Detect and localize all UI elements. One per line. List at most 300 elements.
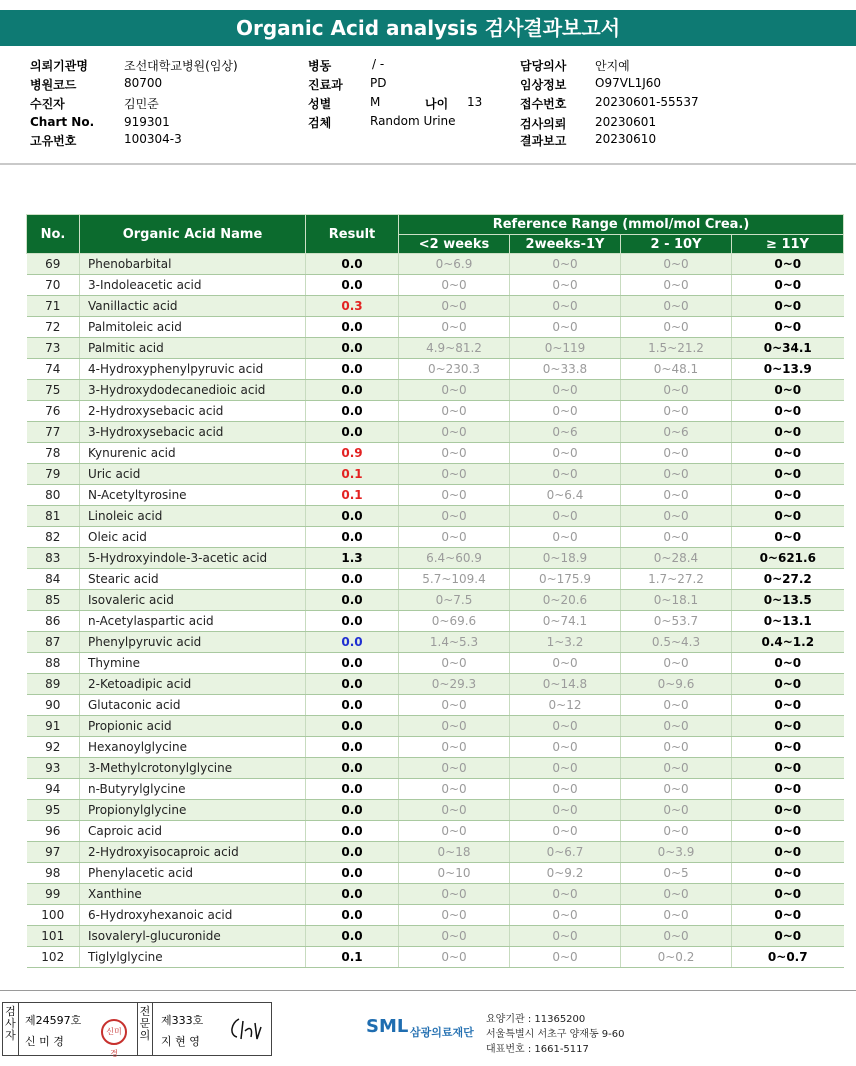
row-no: 87 <box>27 632 80 653</box>
row-ref-2w-1y: 1~3.2 <box>510 632 621 653</box>
row-ref-2w-1y: 0~0 <box>510 905 621 926</box>
row-result: 0.0 <box>306 884 399 905</box>
row-ref-ge11y: 0~13.5 <box>732 590 844 611</box>
row-ref-ge11y: 0~0 <box>732 884 844 905</box>
row-ref-2w-1y: 0~0 <box>510 737 621 758</box>
row-no: 80 <box>27 485 80 506</box>
row-ref-2-10y: 0~0 <box>621 695 732 716</box>
row-no: 79 <box>27 464 80 485</box>
age-value: 13 <box>467 95 483 109</box>
row-ref-2w-1y: 0~0 <box>510 527 621 548</box>
row-name: 2-Hydroxyisocaproic acid <box>80 842 306 863</box>
row-name: 2-Ketoadipic acid <box>80 674 306 695</box>
row-name: Uric acid <box>80 464 306 485</box>
row-no: 76 <box>27 401 80 422</box>
row-no: 95 <box>27 800 80 821</box>
table-row <box>27 296 844 317</box>
row-ref-2w-1y: 0~12 <box>510 695 621 716</box>
specialist-name: 지 현 영 <box>161 1035 200 1048</box>
row-result: 0.0 <box>306 779 399 800</box>
doctor-value: 안지예 <box>595 59 630 73</box>
department-value: PD <box>370 76 387 90</box>
row-ref-ge11y: 0~0 <box>732 905 844 926</box>
institution-value: 조선대학교병원(임상) <box>124 59 238 73</box>
row-result: 0.0 <box>306 821 399 842</box>
row-ref-ge11y: 0~0 <box>732 653 844 674</box>
row-no: 97 <box>27 842 80 863</box>
row-ref-lt2w: 0~0 <box>399 653 510 674</box>
recipient-label: 수진자 <box>30 97 65 111</box>
row-no: 77 <box>27 422 80 443</box>
row-ref-2-10y: 0~0 <box>621 485 732 506</box>
row-result: 0.1 <box>306 485 399 506</box>
row-name: Glutaconic acid <box>80 695 306 716</box>
company-name: 삼광의료재단 <box>410 1026 474 1039</box>
row-result: 0.0 <box>306 716 399 737</box>
row-ref-lt2w: 0~0 <box>399 737 510 758</box>
row-no: 85 <box>27 590 80 611</box>
test-request-label: 검사의뢰 <box>520 117 567 131</box>
row-ref-lt2w: 0~0 <box>399 401 510 422</box>
table-row <box>27 359 844 380</box>
sex-value: M <box>370 95 381 109</box>
row-ref-ge11y: 0~0 <box>732 275 844 296</box>
row-ref-2w-1y: 0~0 <box>510 821 621 842</box>
table-row <box>27 947 844 968</box>
row-ref-2-10y: 0~0 <box>621 506 732 527</box>
row-result: 0.9 <box>306 443 399 464</box>
row-ref-lt2w: 4.9~81.2 <box>399 338 510 359</box>
row-no: 75 <box>27 380 80 401</box>
row-ref-lt2w: 6.4~60.9 <box>399 548 510 569</box>
row-result: 0.0 <box>306 359 399 380</box>
row-ref-2-10y: 0~0 <box>621 737 732 758</box>
row-ref-2-10y: 0~53.7 <box>621 611 732 632</box>
row-no: 93 <box>27 758 80 779</box>
row-ref-ge11y: 0~0 <box>732 443 844 464</box>
row-result: 0.0 <box>306 590 399 611</box>
row-no: 82 <box>27 527 80 548</box>
row-no: 69 <box>27 254 80 275</box>
row-result: 0.0 <box>306 863 399 884</box>
table-row <box>27 653 844 674</box>
row-ref-2w-1y: 0~6.4 <box>510 485 621 506</box>
sex-label: 성별 <box>308 97 332 111</box>
table-row <box>27 905 844 926</box>
row-ref-2w-1y: 0~0 <box>510 779 621 800</box>
row-result: 0.0 <box>306 905 399 926</box>
age-label: 나이 <box>425 97 449 111</box>
reception-no-value: 20230601-55537 <box>595 95 699 109</box>
result-report-value: 20230610 <box>595 132 657 146</box>
row-ref-ge11y: 0~0 <box>732 254 844 275</box>
row-name: 5-Hydroxyindole-3-acetic acid <box>80 548 306 569</box>
row-ref-ge11y: 0~0 <box>732 779 844 800</box>
row-no: 74 <box>27 359 80 380</box>
table-row <box>27 863 844 884</box>
row-ref-ge11y: 0~0 <box>732 863 844 884</box>
specialist-signature <box>227 1015 263 1043</box>
row-no: 94 <box>27 779 80 800</box>
row-ref-ge11y: 0~0 <box>732 296 844 317</box>
row-ref-2-10y: 0~0 <box>621 527 732 548</box>
row-ref-ge11y: 0~0 <box>732 695 844 716</box>
row-name: Propionylglycine <box>80 800 306 821</box>
row-result: 0.0 <box>306 926 399 947</box>
specimen-label: 검체 <box>308 116 332 130</box>
row-ref-2-10y: 0~0 <box>621 443 732 464</box>
row-no: 70 <box>27 275 80 296</box>
row-result: 0.1 <box>306 464 399 485</box>
row-name: Phenylpyruvic acid <box>80 632 306 653</box>
row-ref-2w-1y: 0~0 <box>510 947 621 968</box>
row-name: Isovaleric acid <box>80 590 306 611</box>
row-ref-2-10y: 0~18.1 <box>621 590 732 611</box>
row-name: Xanthine <box>80 884 306 905</box>
row-ref-2w-1y: 0~0 <box>510 275 621 296</box>
row-no: 88 <box>27 653 80 674</box>
address: 서울특별시 서초구 양재동 9-60 <box>486 1029 625 1040</box>
row-result: 0.0 <box>306 758 399 779</box>
table-row <box>27 464 844 485</box>
row-ref-2w-1y: 0~0 <box>510 653 621 674</box>
row-ref-ge11y: 0~0 <box>732 821 844 842</box>
row-ref-ge11y: 0.4~1.2 <box>732 632 844 653</box>
row-name: 2-Hydroxysebacic acid <box>80 401 306 422</box>
row-ref-2-10y: 0~0 <box>621 254 732 275</box>
row-result: 0.0 <box>306 527 399 548</box>
row-result: 0.0 <box>306 254 399 275</box>
row-ref-lt2w: 0~69.6 <box>399 611 510 632</box>
examiner-name: 신 미 경 <box>25 1035 64 1048</box>
table-row <box>27 884 844 905</box>
row-name: 6-Hydroxyhexanoic acid <box>80 905 306 926</box>
row-ref-2-10y: 0~0 <box>621 884 732 905</box>
recipient-value: 김민준 <box>124 97 159 111</box>
header-age-2w-1y: 2weeks-1Y <box>510 235 621 254</box>
row-ref-2-10y: 0~5 <box>621 863 732 884</box>
row-ref-lt2w: 0~230.3 <box>399 359 510 380</box>
hospital-code-value: 80700 <box>124 76 163 90</box>
row-result: 0.0 <box>306 800 399 821</box>
row-result: 0.0 <box>306 275 399 296</box>
row-ref-lt2w: 0~7.5 <box>399 590 510 611</box>
header-age-2-10y: 2 - 10Y <box>621 235 732 254</box>
table-row <box>27 506 844 527</box>
examiner-stamp: 신미경 <box>101 1019 127 1045</box>
row-ref-2w-1y: 0~0 <box>510 317 621 338</box>
unique-no-value: 100304-3 <box>124 132 182 146</box>
row-ref-lt2w: 0~18 <box>399 842 510 863</box>
row-result: 0.0 <box>306 338 399 359</box>
row-no: 84 <box>27 569 80 590</box>
row-name: 3-Indoleacetic acid <box>80 275 306 296</box>
ward-value: / - <box>372 57 385 71</box>
row-no: 100 <box>27 905 80 926</box>
row-ref-lt2w: 0~6.9 <box>399 254 510 275</box>
table-row <box>27 569 844 590</box>
row-ref-ge11y: 0~0 <box>732 737 844 758</box>
header-age-lt2w: <2 weeks <box>399 235 510 254</box>
table-row <box>27 800 844 821</box>
row-ref-lt2w: 0~0 <box>399 422 510 443</box>
row-ref-2-10y: 0~0 <box>621 821 732 842</box>
results-table <box>26 214 844 968</box>
row-result: 0.0 <box>306 737 399 758</box>
row-ref-2w-1y: 0~0 <box>510 464 621 485</box>
row-name: Tiglylglycine <box>80 947 306 968</box>
row-ref-2-10y: 0.5~4.3 <box>621 632 732 653</box>
row-ref-2w-1y: 0~0 <box>510 884 621 905</box>
chart-no-label: Chart No. <box>30 115 95 129</box>
row-ref-2-10y: 1.5~21.2 <box>621 338 732 359</box>
specimen-value: Random Urine <box>370 114 456 128</box>
row-ref-2w-1y: 0~0 <box>510 716 621 737</box>
row-result: 0.3 <box>306 296 399 317</box>
table-row <box>27 401 844 422</box>
row-ref-2-10y: 0~9.6 <box>621 674 732 695</box>
row-name: Linoleic acid <box>80 506 306 527</box>
institution-label: 의뢰기관명 <box>30 59 88 73</box>
row-ref-lt2w: 0~0 <box>399 716 510 737</box>
row-name: 4-Hydroxyphenylpyruvic acid <box>80 359 306 380</box>
row-ref-lt2w: 0~0 <box>399 275 510 296</box>
row-name: Kynurenic acid <box>80 443 306 464</box>
row-ref-lt2w: 0~0 <box>399 905 510 926</box>
header-reference-range: Reference Range (mmol/mol Crea.) <box>399 215 844 235</box>
row-name: 3-Methylcrotonylglycine <box>80 758 306 779</box>
row-ref-2w-1y: 0~175.9 <box>510 569 621 590</box>
examiner-label: 검사자 <box>3 1003 19 1055</box>
row-ref-2w-1y: 0~9.2 <box>510 863 621 884</box>
header-no: No. <box>27 215 80 254</box>
row-name: n-Butyrylglycine <box>80 779 306 800</box>
specialist-no: 제333호 <box>161 1014 204 1027</box>
row-ref-ge11y: 0~0 <box>732 716 844 737</box>
row-name: Vanillactic acid <box>80 296 306 317</box>
row-no: 96 <box>27 821 80 842</box>
row-no: 102 <box>27 947 80 968</box>
result-report-label: 결과보고 <box>520 134 567 148</box>
row-result: 0.0 <box>306 380 399 401</box>
row-ref-2w-1y: 0~0 <box>510 296 621 317</box>
row-ref-lt2w: 0~0 <box>399 443 510 464</box>
row-ref-ge11y: 0~0 <box>732 842 844 863</box>
institution-no: 요양기관 : 11365200 <box>486 1014 586 1025</box>
row-ref-lt2w: 0~0 <box>399 800 510 821</box>
row-ref-ge11y: 0~0 <box>732 422 844 443</box>
row-no: 90 <box>27 695 80 716</box>
row-result: 0.0 <box>306 674 399 695</box>
row-ref-2w-1y: 0~0 <box>510 926 621 947</box>
row-name: 3-Hydroxysebacic acid <box>80 422 306 443</box>
row-result: 0.0 <box>306 506 399 527</box>
row-ref-ge11y: 0~0 <box>732 401 844 422</box>
results-body <box>27 254 844 968</box>
row-no: 78 <box>27 443 80 464</box>
row-result: 0.0 <box>306 653 399 674</box>
row-ref-2w-1y: 0~6 <box>510 422 621 443</box>
row-name: Isovaleryl-glucuronide <box>80 926 306 947</box>
table-row <box>27 674 844 695</box>
phone: 대표번호 : 1661-5117 <box>486 1044 589 1055</box>
row-ref-2-10y: 0~0 <box>621 275 732 296</box>
row-ref-lt2w: 0~0 <box>399 506 510 527</box>
row-name: n-Acetylaspartic acid <box>80 611 306 632</box>
table-row <box>27 842 844 863</box>
table-row <box>27 338 844 359</box>
row-ref-ge11y: 0~621.6 <box>732 548 844 569</box>
row-name: Phenobarbital <box>80 254 306 275</box>
row-ref-2w-1y: 0~119 <box>510 338 621 359</box>
row-name: Thymine <box>80 653 306 674</box>
row-no: 98 <box>27 863 80 884</box>
row-ref-2-10y: 0~0 <box>621 800 732 821</box>
row-result: 0.0 <box>306 569 399 590</box>
table-row <box>27 758 844 779</box>
row-ref-ge11y: 0~27.2 <box>732 569 844 590</box>
examiner-no: 제24597호 <box>25 1014 82 1027</box>
department-label: 진료과 <box>308 78 343 92</box>
row-ref-ge11y: 0~13.9 <box>732 359 844 380</box>
row-result: 0.1 <box>306 947 399 968</box>
row-result: 0.0 <box>306 695 399 716</box>
clinical-info-label: 임상정보 <box>520 78 567 92</box>
table-row <box>27 737 844 758</box>
row-ref-ge11y: 0~0 <box>732 485 844 506</box>
row-ref-2w-1y: 0~18.9 <box>510 548 621 569</box>
doctor-label: 담당의사 <box>520 59 567 73</box>
signature-box <box>2 1002 272 1056</box>
header-name: Organic Acid Name <box>80 215 306 254</box>
row-ref-2-10y: 0~0 <box>621 464 732 485</box>
row-no: 83 <box>27 548 80 569</box>
row-ref-lt2w: 0~0 <box>399 821 510 842</box>
row-no: 72 <box>27 317 80 338</box>
row-ref-2-10y: 0~3.9 <box>621 842 732 863</box>
row-result: 0.0 <box>306 632 399 653</box>
row-ref-ge11y: 0~0.7 <box>732 947 844 968</box>
hospital-code-label: 병원코드 <box>30 78 77 92</box>
row-ref-2w-1y: 0~74.1 <box>510 611 621 632</box>
table-row <box>27 548 844 569</box>
footer-divider <box>0 990 856 991</box>
row-ref-2-10y: 0~0 <box>621 758 732 779</box>
row-ref-2-10y: 1.7~27.2 <box>621 569 732 590</box>
row-name: Caproic acid <box>80 821 306 842</box>
table-row <box>27 695 844 716</box>
table-row <box>27 422 844 443</box>
row-ref-lt2w: 0~0 <box>399 464 510 485</box>
row-ref-ge11y: 0~0 <box>732 758 844 779</box>
row-ref-ge11y: 0~13.1 <box>732 611 844 632</box>
row-no: 99 <box>27 884 80 905</box>
row-ref-2w-1y: 0~0 <box>510 380 621 401</box>
row-ref-2w-1y: 0~0 <box>510 758 621 779</box>
row-name: 3-Hydroxydodecanedioic acid <box>80 380 306 401</box>
row-name: Stearic acid <box>80 569 306 590</box>
reception-no-label: 접수번호 <box>520 97 567 111</box>
table-row <box>27 275 844 296</box>
row-ref-lt2w: 0~0 <box>399 884 510 905</box>
row-ref-2w-1y: 0~33.8 <box>510 359 621 380</box>
row-name: Hexanoylglycine <box>80 737 306 758</box>
row-result: 0.0 <box>306 401 399 422</box>
table-row <box>27 716 844 737</box>
row-ref-lt2w: 0~0 <box>399 695 510 716</box>
row-result: 0.0 <box>306 422 399 443</box>
table-row <box>27 317 844 338</box>
row-no: 91 <box>27 716 80 737</box>
row-result: 0.0 <box>306 611 399 632</box>
specialist-label: 전문의 <box>137 1003 153 1055</box>
table-row <box>27 485 844 506</box>
row-ref-2-10y: 0~0 <box>621 296 732 317</box>
row-ref-2-10y: 0~0 <box>621 905 732 926</box>
row-ref-lt2w: 0~0 <box>399 758 510 779</box>
clinical-info-value: O97VL1J60 <box>595 76 662 90</box>
row-ref-2-10y: 0~0 <box>621 653 732 674</box>
row-name: Propionic acid <box>80 716 306 737</box>
row-ref-2-10y: 0~0 <box>621 779 732 800</box>
row-ref-2-10y: 0~0 <box>621 317 732 338</box>
row-name: Phenylacetic acid <box>80 863 306 884</box>
row-ref-2w-1y: 0~0 <box>510 443 621 464</box>
row-result: 1.3 <box>306 548 399 569</box>
row-ref-lt2w: 0~0 <box>399 926 510 947</box>
row-name: Palmitic acid <box>80 338 306 359</box>
unique-no-label: 고유번호 <box>30 134 77 148</box>
row-ref-2w-1y: 0~14.8 <box>510 674 621 695</box>
divider <box>0 163 856 165</box>
row-ref-lt2w: 0~0 <box>399 527 510 548</box>
row-ref-lt2w: 0~0 <box>399 317 510 338</box>
row-ref-lt2w: 0~0 <box>399 947 510 968</box>
header-age-ge11y: ≥ 11Y <box>732 235 844 254</box>
row-ref-ge11y: 0~0 <box>732 800 844 821</box>
row-ref-2-10y: 0~0 <box>621 926 732 947</box>
row-ref-lt2w: 0~0 <box>399 485 510 506</box>
row-ref-ge11y: 0~0 <box>732 317 844 338</box>
row-ref-2w-1y: 0~0 <box>510 254 621 275</box>
table-row <box>27 380 844 401</box>
row-ref-2-10y: 0~0 <box>621 401 732 422</box>
row-ref-2-10y: 0~28.4 <box>621 548 732 569</box>
row-ref-lt2w: 0~10 <box>399 863 510 884</box>
row-ref-ge11y: 0~34.1 <box>732 338 844 359</box>
row-ref-ge11y: 0~0 <box>732 464 844 485</box>
header-result: Result <box>306 215 399 254</box>
report-title: Organic Acid analysis 검사결과보고서 <box>0 10 856 46</box>
row-ref-2-10y: 0~0 <box>621 716 732 737</box>
row-name: Palmitoleic acid <box>80 317 306 338</box>
row-ref-lt2w: 1.4~5.3 <box>399 632 510 653</box>
table-row <box>27 443 844 464</box>
row-ref-2-10y: 0~0 <box>621 380 732 401</box>
row-result: 0.0 <box>306 842 399 863</box>
row-result: 0.0 <box>306 317 399 338</box>
table-row <box>27 527 844 548</box>
row-no: 89 <box>27 674 80 695</box>
table-row <box>27 926 844 947</box>
row-ref-2w-1y: 0~6.7 <box>510 842 621 863</box>
row-ref-2-10y: 0~0.2 <box>621 947 732 968</box>
test-request-value: 20230601 <box>595 115 657 129</box>
row-ref-2w-1y: 0~20.6 <box>510 590 621 611</box>
table-row <box>27 632 844 653</box>
row-ref-ge11y: 0~0 <box>732 506 844 527</box>
row-ref-lt2w: 0~29.3 <box>399 674 510 695</box>
